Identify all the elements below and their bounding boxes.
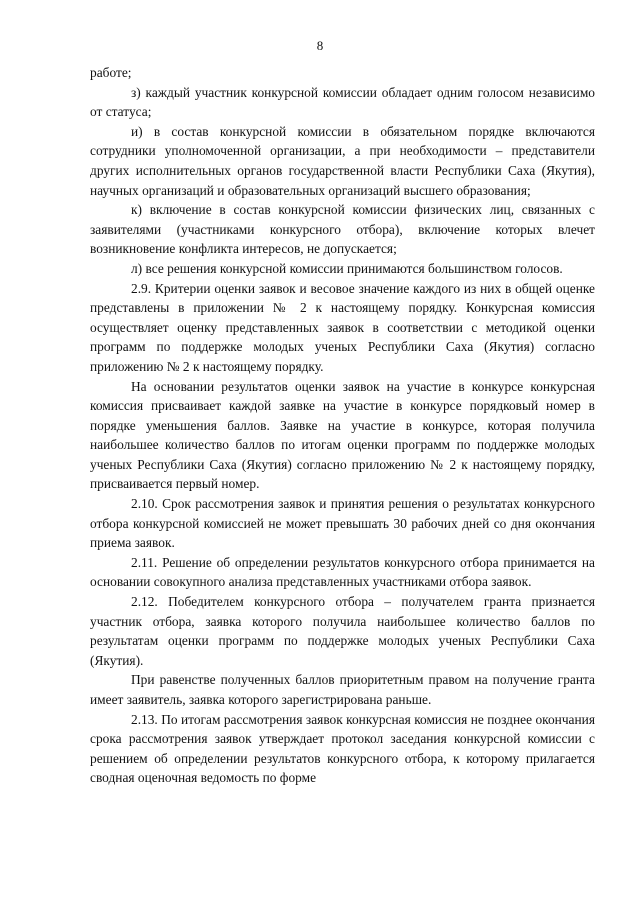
- paragraph-2-12: 2.12. Победителем конкурсного отбора – получателем гранта признается участник отбора, заявка которого получила наибольшее количество баллов по результатам оценки программ по поддержке молодых ученых Республики Саха (Якутия).: [90, 594, 595, 668]
- paragraph-item-z: з) каждый участник конкурсной комиссии обладает одним голосом независимо от статуса;: [90, 84, 595, 120]
- paragraph-2-9-ranking: На основании результатов оценки заявок на участие в конкурсе конкурсная комиссия присваивает каждой заявке на участие в конкурсе порядковый номер в порядке уменьшения баллов. Заявке на участие в конкурсе, которая получила наибольшее количество баллов по итогам оценки программ по поддержке молодых ученых Республики Саха (Якутия) согласно приложению № 2 к настоящему порядку, присваивается первый номер.: [90, 378, 595, 492]
- document-body: [90, 63, 595, 788]
- paragraph-2-10: 2.10. Срок рассмотрения заявок и принятия решения о результатах конкурсного отбора конкурсной комиссией не может превышать 30 рабочих дней со дня окончания приема заявок.: [90, 496, 595, 551]
- paragraph-2-9: 2.9. Критерии оценки заявок и весовое значение каждого из них в общей оценке представлены в приложении № 2 к настоящему порядку. Конкурсная комиссия осуществляет оценку представленных заявок в соответствии с методикой оценки программ по поддержке молодых ученых Республики Саха (Якутия) согласно приложению № 2 к настоящему порядку.: [90, 280, 595, 374]
- paragraph-2-11: 2.11. Решение об определении результатов конкурсного отбора принимается на основании совокупного анализа представленных участниками отбора заявок.: [90, 554, 595, 590]
- paragraph-2-13: 2.13. По итогам рассмотрения заявок конкурсная комиссия не позднее окончания срока рассмотрения заявок утверждает протокол заседания конкурсной комиссии с решением об определении результатов конкурсного отбора, к которому прилагается сводная оценочная ведомость по форме: [90, 711, 595, 786]
- paragraph-2-12-tie: При равенстве полученных баллов приоритетным правом на получение гранта имеет заявитель, заявка которого зарегистрирована раньше.: [90, 672, 595, 707]
- paragraph-item-i: и) в состав конкурсной комиссии в обязательном порядке включаются сотрудники уполномоченной организации, а при необходимости – представители других исполнительных органов государственной власти Республики Саха (Якутия), научных организаций и образовательных организаций высшего образования;: [90, 123, 595, 198]
- paragraph-item-l: л) все решения конкурсной комиссии принимаются большинством голосов.: [131, 260, 563, 276]
- paragraph-continuation: работе;: [90, 65, 132, 80]
- page-number: 8: [316, 38, 324, 53]
- paragraph-item-k: к) включение в состав конкурсной комиссии физических лиц, связанных с заявителями (участниками конкурсного отбора), включение которых влечет возникновение конфликта интересов, не допускается;: [90, 202, 595, 257]
